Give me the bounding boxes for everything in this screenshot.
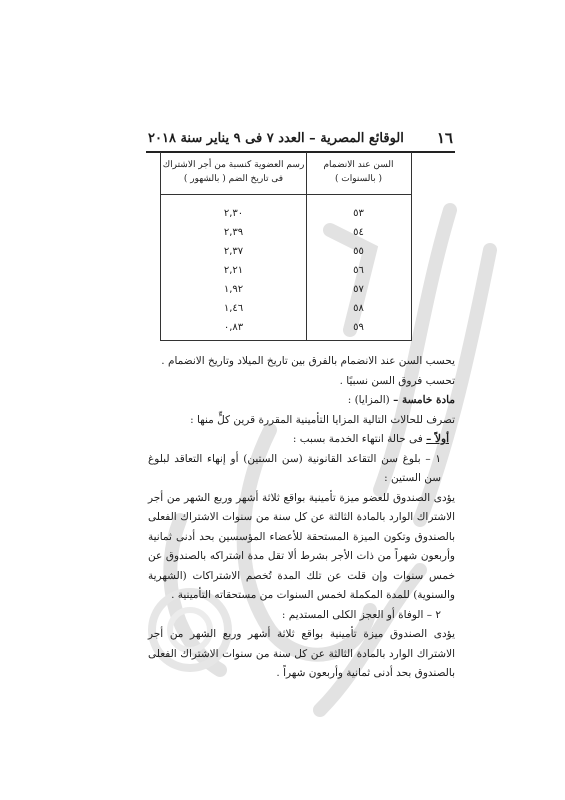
table-cell-age: ٥٣ xyxy=(353,208,364,219)
section-title: فى حالة انتهاء الخدمة بسبب : xyxy=(292,433,423,445)
article-title: (المزايا) : xyxy=(347,394,390,406)
paragraph-death-disability-benefit: يؤدى الصندوق ميزة تأمينية بواقع ثلاثة أشهر وربع الشهر من أجر الاشتراك الوارد بالمادة الثالثة عن كل سنة من سنوات الاشتراك الفعلى بالصندوق بحد أدنى ثمانية وأربعون شهراً . xyxy=(148,628,455,679)
item-heading-retirement: ١ – بلوغ سن التقاعد القانونية (سن الستين) أو إنهاء التعاقد لبلوغ سن الستين : xyxy=(148,452,441,484)
item-heading-death-disability: ٢ – الوفاة أو العجز الكلى المستديم : xyxy=(281,608,441,621)
section-heading-first xyxy=(148,430,455,450)
page-number: ١٦ xyxy=(436,129,453,147)
table-cell-age: ٥٩ xyxy=(353,322,364,333)
table-header-row xyxy=(161,152,411,195)
table-cell-fee: ٠,٨٣ xyxy=(223,322,244,333)
table-cell-fee: ٢,٣٩ xyxy=(223,227,244,238)
gazette-title: الوقائع المصرية – العدد ٧ فى ٩ يناير سنة ٢٠١٨ xyxy=(148,131,404,146)
paragraph-benefits-intro: تصرف للحالات التالية المزايا التأمينية المقررة قرين كلٍّ منها : xyxy=(190,413,455,426)
paragraph-age-difference: تحسب فروق السن نسبيًا . xyxy=(339,374,455,387)
document-body xyxy=(148,352,455,684)
table-cell-fee: ١,٩٢ xyxy=(223,284,244,295)
table-cell-fee: ٢,٢١ xyxy=(223,265,244,276)
table-cell-age: ٥٨ xyxy=(353,303,364,314)
paragraph-age-calculation: يحسب السن عند الانضمام بالفرق بين تاريخ الميلاد وتاريخ الانضمام . xyxy=(161,355,455,367)
table-cell-age: ٥٤ xyxy=(353,227,364,238)
col-header-age: السن عند الانضمام ( بالسنوات ) xyxy=(323,160,394,184)
col-header-fee: رسم العضوية كنسبة من أجر الاشتراك فى تاريخ الضم ( بالشهور ) xyxy=(162,160,305,184)
section-label: أولاً – xyxy=(426,433,449,445)
table-cell-age: ٥٥ xyxy=(353,246,364,257)
paragraph-retirement-benefit: يؤدى الصندوق للعضو ميزة تأمينية بواقع ثلاثة أشهر وربع الشهر من أجر الاشتراك الوارد بالمادة الثالثة عن كل سنة من سنوات الاشتراك الفعلى بالصندوق وتكون الميزة المستحقة للأعضاء المؤسسين بحد أدنى ثمانية وأربعون شهراً من ذات الأجر بشرط ألا تقل مدة اشتراكه بالصندوق عن خمس سنوات وإن قلت عن تلك المدة تُخصم الاشتراكات (الشهرية والسنوية) للمدة المكملة لخمس السنوات من مستحقاته التأمينية . xyxy=(148,491,455,601)
page-header xyxy=(148,129,453,151)
table-cell-fee: ١,٤٦ xyxy=(223,303,244,314)
table-cell-age: ٥٧ xyxy=(353,284,364,295)
article-heading xyxy=(148,391,455,411)
table-cell-fee: ٢,٣٠ xyxy=(223,208,244,219)
article-label: مادة خامسة – xyxy=(393,394,455,406)
membership-fee-table xyxy=(160,152,412,341)
table-cell-age: ٥٦ xyxy=(353,265,364,276)
table-cell-fee: ٢,٣٧ xyxy=(223,246,244,257)
